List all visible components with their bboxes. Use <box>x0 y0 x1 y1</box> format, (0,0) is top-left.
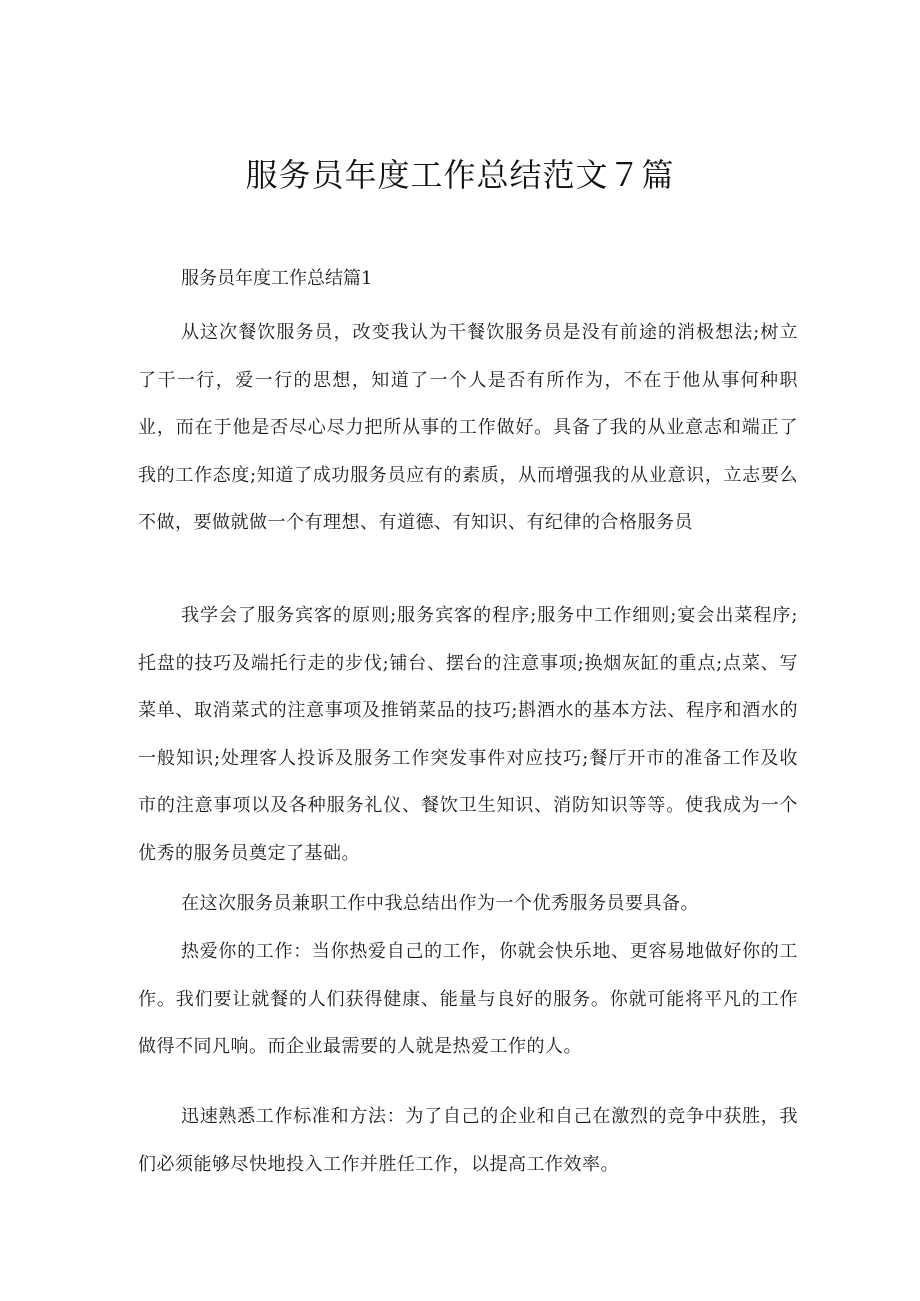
paragraph-block-1 <box>138 309 798 547</box>
paragraph-work-standards: 迅速熟悉工作标准和方法：为了自己的企业和自己在激烈的竞争中获胜，我们必须能够尽快地投入工作并胜任工作，以提高工作效率。 <box>138 1106 798 1175</box>
section-heading: 服务员年度工作总结篇1 <box>181 268 373 289</box>
paragraph-block-2 <box>138 592 798 877</box>
paragraph-mindset: 从这次餐饮服务员，改变我认为干餐饮服务员是没有前途的消极想法;树立了干一行，爱一行的思想，知道了一个人是否有所作为，不在于他从事何种职业，而在于他是否尽心尽力把所从事的工作做好。具备了我的从业意志和端正了我的工作态度;知道了成功服务员应有的素质，从而增强我的从业意识，立志要么不做，要做就做一个有理想、有道德、有知识、有纪律的合格服务员 <box>138 322 798 533</box>
paragraph-summary-intro: 在这次服务员兼职工作中我总结出作为一个优秀服务员要具备。 <box>181 893 699 914</box>
paragraph-block-5 <box>138 1093 798 1188</box>
paragraph-skills-learned: 我学会了服务宾客的原则;服务宾客的程序;服务中工作细则;宴会出菜程序;托盘的技巧及端托行走的步伐;铺台、摆台的注意事项;换烟灰缸的重点;点菜、写菜单、取消菜式的注意事项及推销菜品的技巧;斟酒水的基本方法、程序和酒水的一般知识;处理客人投诉及服务工作突发事件对应技巧;餐厅开市的准备工作及收市的注意事项以及各种服务礼仪、餐饮卫生知识、消防知识等等。使我成为一个优秀的服务员奠定了基础。 <box>138 605 798 864</box>
paragraph-block-3 <box>138 880 798 928</box>
paragraph-love-your-work: 热爱你的工作：当你热爱自己的工作，你就会快乐地、更容易地做好你的工作。我们要让就餐的人们获得健康、能量与良好的服务。你就可能将平凡的工作做得不同凡响。而企业最需要的人就是热爱工作的人。 <box>138 941 798 1057</box>
document-title: 服务员年度工作总结范文７篇 <box>245 156 675 194</box>
paragraph-block-4 <box>138 928 798 1071</box>
